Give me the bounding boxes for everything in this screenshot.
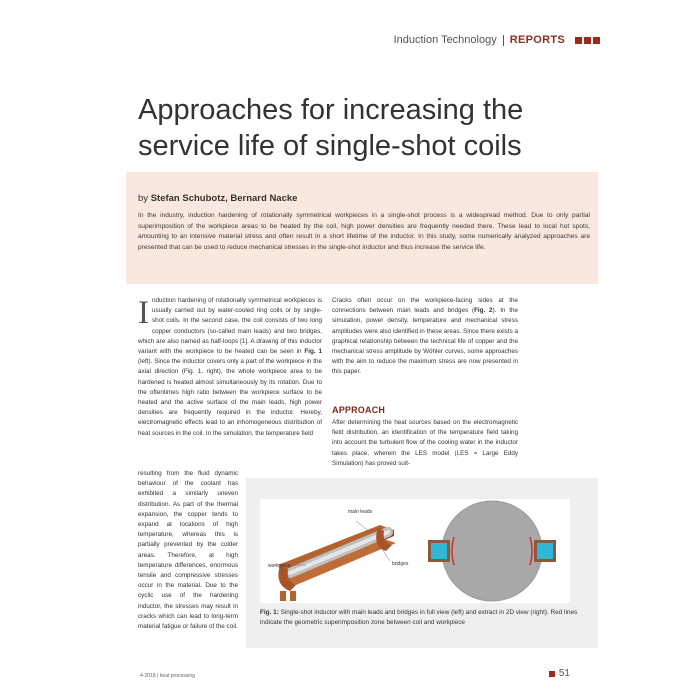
byline-prefix: by	[138, 193, 149, 204]
body-column-1-top	[138, 296, 322, 439]
footer-issue: 4-2018 | heat processing	[140, 673, 195, 679]
category-label: REPORTS	[509, 34, 565, 46]
abstract-text: In the industry, induction hardening of rotationally symmetrical workpieces in a single-shot process is a widespread method. Due to only partial superimposition of the workpiece areas to be heated by the coil, high power densities are frequently needed there. These lead to local hot spots, amounting to an intensive material stress and often result in a short lifetime of the inductor. In this study, some numerically analyzed approaches are presented that can be used to reduce mechanical stresses in the single-shot inductor and thus increase the service life.	[138, 212, 590, 251]
body-column-1-bottom: resulting from the fluid dynamic behaviour of the coolant has exhibited a similarly uneven distribution. As part of the thermal expansion, the copper tends to expand at locations of high temperature, whereas this is partially prevented by the colder areas. Therefore, at high temperature differences, enormous tensile and compressive stresses occur in the material. Due to the cyclic use of the hardening inductor, the stresses may result in cracks which can lead to long-term material fatigue or failure of the coil.	[138, 470, 238, 631]
figure-illustration	[260, 499, 570, 603]
header-divider	[503, 35, 504, 46]
section-name: Induction Technology	[393, 34, 497, 46]
figure-reference: Fig. 1	[304, 348, 322, 356]
body-text: ). In the simulation, power density, temperature and mechanical stress amplitudes were also identified in these areas. Since there exists a graphical relationship between the technical life of copper and the mechanical stress amplitude by Wöhler curves, some approaches with the aim to reduce the maximum stress are now presented in this paper.	[332, 307, 518, 376]
drop-cap: I	[138, 295, 149, 331]
caption-ref: Fig. 1:	[260, 609, 279, 616]
figure-reference: Fig. 2	[474, 307, 493, 315]
authors: Stefan Schubotz, Bernard Nacke	[150, 193, 298, 204]
label-bridges: bridges	[392, 561, 409, 567]
section-heading: APPROACH	[332, 405, 386, 415]
body-text: nduction hardening of rotationally symmetrical workpieces is usually carried out by water-cooled ring coils or by single-shot coils. In the second case, the coil consists of two long copper conductors (so-called main leads) and two bridges, which are also named as half-loops [1]. A drawing of this inductor variant with the workpiece to be heated can be seen in	[138, 297, 322, 356]
label-main-leads: main leads	[348, 509, 373, 515]
inductor-3d-view	[278, 521, 396, 601]
figure-caption	[260, 608, 590, 628]
caption-text: Single-shot inductor with main leads and bridges in full view (left) and extract in 2D view (right). Red lines indicate the geometric superimposition zone between coil and workpiece	[260, 609, 578, 626]
page-number: 51	[558, 668, 570, 679]
running-header	[394, 34, 600, 46]
page-marker-icon	[549, 671, 555, 677]
cross-section-2d-view	[428, 501, 556, 601]
body-text: Cracks often occur on the workpiece-facing sides at the connections between main leads and bridges (	[332, 297, 518, 315]
label-workpiece: workpiece	[268, 563, 291, 569]
decorative-squares-icon	[575, 37, 600, 44]
byline	[138, 193, 297, 204]
figure-image	[260, 499, 570, 603]
page-number-block	[549, 668, 570, 679]
issue-number: 4-2018	[140, 673, 156, 679]
magazine-name: heat processing	[159, 673, 195, 679]
body-column-2-top	[332, 296, 518, 378]
body-text: (left). Since the inductor covers only a part of the workpiece in the axial direction (Fig. 1, right), the whole workpiece area to be hardened is heated almost simultaneously by its rotation. Due to the oftentimes high ratio between the workpiece surface to be heated and the active surface of the main leads, high power densities are frequently required in the inductor. Hereby, electromagnetic effects lead to an inhomogeneous distribution of heat sources in the coil. In the simulation, the temperature field	[138, 358, 322, 437]
article-title: Approaches for increasing the service life of single-shot coils	[138, 94, 524, 162]
body-column-2-bottom: After determining the heat sources based on the electromagnetic field distribution, an identification of the temperature field taking into account the turbulent flow of the cooling water in the inductor takes place, wherein the LES model (LES = Large Eddy Simulation) has proved suit-	[332, 419, 518, 467]
